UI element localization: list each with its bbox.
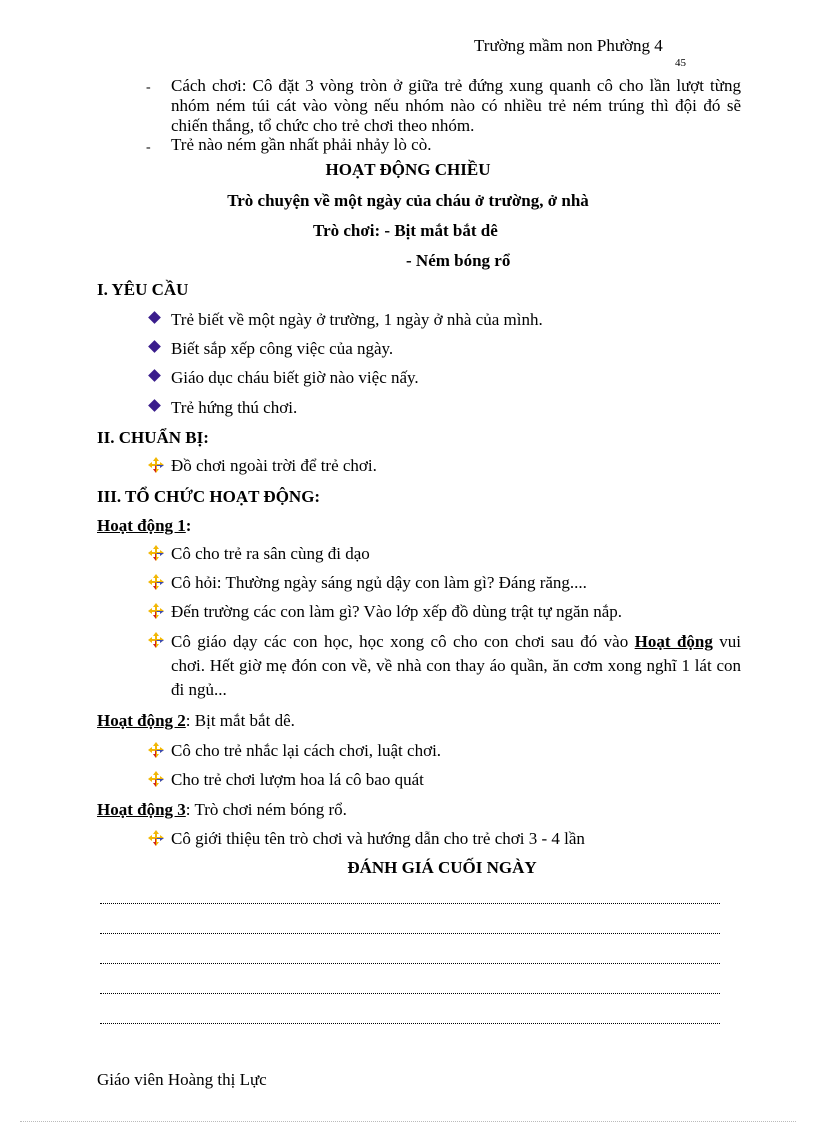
activity-3-heading	[97, 799, 347, 821]
arrow-cross-bullet-icon	[148, 632, 164, 648]
evaluation-line	[100, 901, 720, 904]
dash-bullet: -	[146, 80, 151, 95]
evaluation-line	[100, 931, 720, 934]
arrow-cross-bullet-icon	[148, 603, 164, 619]
requirement-item: Trẻ biết về một ngày ở trường, 1 ngày ở nhà của mình.	[171, 310, 543, 329]
activity-2-heading	[97, 710, 295, 732]
evaluation-line	[100, 1021, 720, 1024]
activity-2-suffix: : Bịt mắt bắt dê.	[185, 711, 295, 730]
section-2-heading: II. CHUẨN BỊ:	[97, 428, 209, 447]
hoat-dong-link[interactable]: Hoạt động	[634, 632, 713, 651]
evaluation-line	[100, 961, 720, 964]
activity-2-item: Cô cho trẻ nhắc lại cách chơi, luật chơi.	[171, 741, 442, 760]
afternoon-subtitle: Trò chuyện về một ngày của cháu ở trường, ở nhà	[227, 191, 589, 210]
activity-3-suffix: : Trò chơi ném bóng rổ.	[185, 800, 347, 819]
afternoon-title: HOẠT ĐỘNG CHIỀU	[325, 160, 491, 179]
arrow-cross-bullet-icon	[148, 771, 164, 787]
long-item-part-1: Cô giáo dạy các con học, học xong cô cho con chơi sau đó vào	[171, 632, 629, 651]
activity-1-item: Đến trường các con làm gì? Vào lớp xếp đồ dùng trật tự ngăn nắp.	[171, 602, 623, 621]
diamond-bullet-icon	[148, 369, 161, 382]
evaluation-title: ĐÁNH GIÁ CUỐI NGÀY	[347, 858, 537, 877]
section-3-heading: III. TỔ CHỨC HOẠT ĐỘNG:	[97, 487, 321, 506]
arrow-cross-bullet-icon	[148, 545, 164, 561]
activity-1-label: Hoạt động 1	[97, 516, 186, 535]
activity-2-item: Cho trẻ chơi lượm hoa lá cô bao quát	[171, 770, 424, 789]
arrow-cross-bullet-icon	[148, 742, 164, 758]
diamond-bullet-icon	[148, 399, 161, 412]
dash-bullet: -	[146, 140, 151, 155]
arrow-cross-bullet-icon	[148, 457, 164, 473]
teacher-signature: Giáo viên Hoàng thị Lực	[97, 1070, 267, 1089]
activity-1-suffix: :	[185, 516, 192, 535]
requirement-item: Giáo dục cháu biết giờ nào việc nấy.	[171, 368, 419, 387]
activity-1-item: Cô cho trẻ ra sân cùng đi dạo	[171, 544, 370, 563]
section-1-heading: I. YÊU CẦU	[97, 280, 189, 299]
requirement-item: Trẻ hứng thú chơi.	[171, 398, 298, 417]
arrow-cross-bullet-icon	[148, 830, 164, 846]
activity-1-heading	[97, 515, 191, 537]
diamond-bullet-icon	[148, 311, 161, 324]
intro-item: Trẻ nào ném gần nhất phải nhảy lò cò.	[171, 135, 432, 154]
page-number: 45	[675, 57, 686, 69]
activity-1-long-item	[171, 630, 741, 702]
game-line-2: - Ném bóng rổ	[406, 251, 511, 270]
activity-3-label: Hoạt động 3	[97, 800, 186, 819]
arrow-cross-bullet-icon	[148, 574, 164, 590]
diamond-bullet-icon	[148, 340, 161, 353]
header-school: Trường mầm non Phường 4	[474, 36, 663, 55]
evaluation-line	[100, 991, 720, 994]
long-item-part-2: vui chơi. Hết giờ mẹ đón con về, về nhà con thay áo quần, ăn cơm xong nghĩ 1 lát con đi ngủ...	[171, 632, 742, 699]
activity-3-item: Cô giới thiệu tên trò chơi và hướng dẫn cho trẻ chơi 3 - 4 lần	[171, 829, 585, 848]
page-bottom-divider	[20, 1121, 796, 1122]
requirement-item: Biết sắp xếp công việc của ngày.	[171, 339, 394, 358]
intro-item: Cách chơi: Cô đặt 3 vòng tròn ở giữa trẻ đứng xung quanh cô cho lần lượt từng nhóm ném túi cát vào vòng nếu nhóm nào có nhiều trẻ ném trúng thì đội đó sẽ chiến thắng, tổ chức cho trẻ chơi theo nhóm.	[171, 76, 741, 135]
activity-2-label: Hoạt động 2	[97, 711, 186, 730]
preparation-item: Đồ chơi ngoài trời để trẻ chơi.	[171, 456, 377, 475]
activity-1-item: Cô hỏi: Thường ngày sáng ngủ dậy con làm gì? Đáng răng....	[171, 573, 587, 592]
game-line-1: Trò chơi: - Bịt mắt bắt dê	[313, 221, 498, 240]
